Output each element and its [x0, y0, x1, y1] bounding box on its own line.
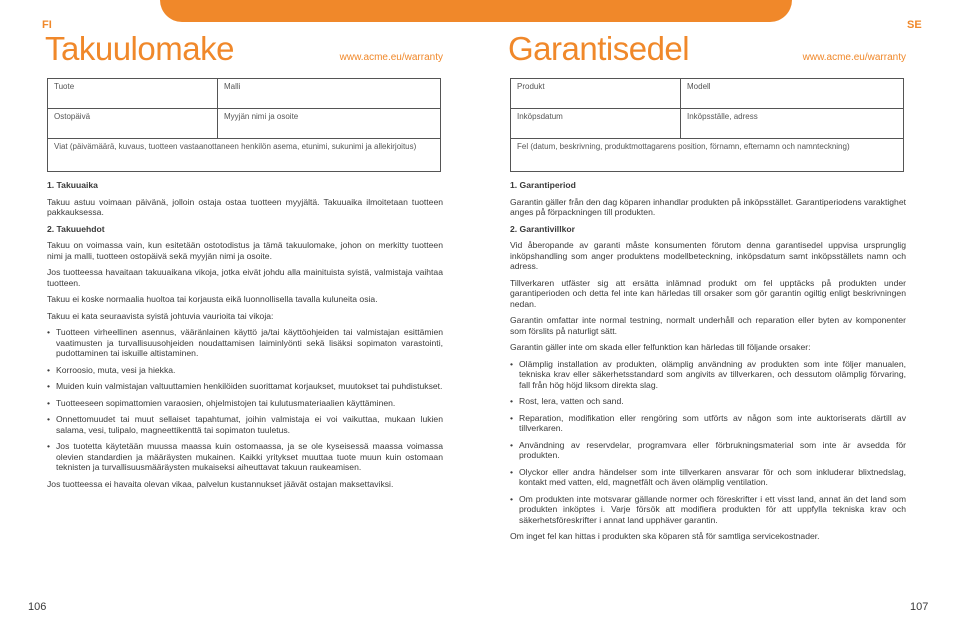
- list-item: • Onnettomuudet tai muut sellaiset tapahtumat, joihin valmistaja ei voi vaikuttaa, mukaan lukien salama, vesi, tulipalo, magneettikenttä tai sopimaton tuuletus.: [47, 414, 443, 435]
- section-heading: 1. Takuuaika: [47, 180, 98, 190]
- form-field-model[interactable]: Malli: [224, 82, 241, 91]
- list-item: • Korroosio, muta, vesi ja hiekka.: [47, 365, 443, 376]
- paragraph: Jos tuotteessa ei havaita olevan vikaa, palvelun kustannukset jäävät ostajan maksettaviksi.: [47, 478, 394, 489]
- warranty-text: [47, 180, 443, 495]
- paragraph: Garantin gäller från den dag köparen inhandlar produkten på inköpsstället. Garantiperiodens varaktighet anges på förpackningen till produkten.: [510, 196, 906, 217]
- form-field-defects[interactable]: Fel (datum, beskrivning, produktmottagarens position, förnamn, efternamn och namnteckning): [517, 142, 850, 151]
- list-item: • Reparation, modifikation eller rengöring som utförts av någon som inte auktoriserats därtill av tillverkaren.: [510, 413, 906, 434]
- page-title: Garantisedel: [508, 30, 690, 67]
- list-item: • Rost, lera, vatten och sand.: [510, 396, 906, 407]
- page-title: Takuulomake: [45, 30, 234, 67]
- paragraph: Takuu ei kata seuraavista syistä johtuvia vaurioita tai vikoja:: [47, 310, 274, 321]
- list-item: • Tuotteeseen sopimattomien varaosien, ohjelmistojen tai kulutusmateriaalien käyttäminen.: [47, 398, 443, 409]
- paragraph: Takuu ei koske normaalia huoltoa tai korjausta eikä luonnollisella tavalla kuluneita osia.: [47, 294, 378, 304]
- list-item: • Tuotteen virheellinen asennus, vääränlainen käyttö ja/tai käyttöohjeiden tai valmistajan esittämien vaatimusten ja turvallisuusohjeiden noudattamisen laiminlyönti sekä lisäksi sopimaton varastointi, pudottaminen tai iskuille altistaminen.: [47, 327, 443, 359]
- warranty-text: [510, 180, 906, 548]
- paragraph: Om inget fel kan hittas i produkten ska köparen stå för samtliga servicekostnader.: [510, 531, 820, 541]
- paragraph: Jos tuotteessa havaitaan takuuaikana vikoja, jotka eivät johdu alla mainituista syistä, valmistaja vaihtaa tuotteen.: [47, 267, 443, 288]
- paragraph: Tillverkaren utfäster sig att ersätta inlämnad produkt om fel upptäcks på produkten under garantiperioden och detta fel inte kan härledas till orsaker som gör garantin ogiltig enligt beskrivningen nedan.: [510, 277, 906, 309]
- paragraph: Takuu astuu voimaan päivänä, jolloin ostaja ostaa tuotteen myyjältä. Takuuaika ilmoitetaan tuotteen pakkauksessa.: [47, 196, 443, 217]
- page-number-right: 107: [910, 601, 929, 613]
- list-item: • Muiden kuin valmistajan valtuuttamien henkilöiden suorittamat korjaukset, muutokset tai puhdistukset.: [47, 381, 443, 392]
- form-row: [511, 79, 903, 109]
- language-label-se: SE: [907, 19, 922, 31]
- section-heading: 1. Garantiperiod: [510, 180, 576, 190]
- language-label-fi: FI: [42, 19, 52, 31]
- list-item: • Användning av reservdelar, programvara eller förbrukningsmaterial som inte är avsedda för produkten.: [510, 440, 906, 461]
- top-orange-tab: [160, 0, 792, 22]
- form-field-product[interactable]: Tuote: [48, 79, 218, 108]
- exclusion-list: [47, 327, 443, 473]
- form-field-purchase-date[interactable]: Inköpsdatum: [511, 109, 681, 138]
- warranty-form: [510, 78, 904, 172]
- exclusion-list: [510, 359, 906, 526]
- form-field-defects[interactable]: Viat (päivämäärä, kuvaus, tuotteen vastaanottaneen henkilön asema, etunimi, sukunimi ja allekirjoitus): [54, 142, 417, 151]
- list-item: • Om produkten inte motsvarar gällande normer och föreskrifter i ett visst land, annat än det land som produkten inköptes i. Varje försök att modifiera produkten för att uppfylla tekniska krav och säkerhetsföreskrifter i annat land upphäver garantin.: [510, 494, 906, 526]
- paragraph: Garantin omfattar inte normal testning, normalt underhåll och reparation eller byten av komponenter som förslits på naturligt sätt.: [510, 315, 906, 336]
- warranty-url[interactable]: www.acme.eu/warranty: [802, 52, 906, 63]
- warranty-form: [47, 78, 441, 172]
- form-field-seller[interactable]: Inköpsställe, adress: [687, 112, 758, 121]
- list-item: • Jos tuotetta käytetään muussa maassa kuin ostomaassa, ja se ole kyseisessä maassa voimassa olevien standardien ja määräysten mukainen. Kaikki yritykset muuttaa tuote muun kuin ostomaan teknisten ja turvallisuusmääräysten mukaiseksi aiheuttavat takuun raukeamisen.: [47, 441, 443, 473]
- list-item: • Olämplig installation av produkten, olämplig användning av produkten som inte följer manualen, tekniska krav eller säkerhetsstandard som angivits av tillverkaren, och dessutom olämplig förvaring, fall från hög höjd liksom direkta slag.: [510, 359, 906, 391]
- warranty-url[interactable]: www.acme.eu/warranty: [339, 52, 443, 63]
- paragraph: Garantin gäller inte om skada eller felfunktion kan härledas till följande orsaker:: [510, 342, 811, 352]
- form-field-model[interactable]: Modell: [687, 82, 711, 91]
- form-row: [48, 79, 440, 109]
- paragraph: Takuu on voimassa vain, kun esitetään ostotodistus ja tämä takuulomake, johon on merkitty tuotteen nimi ja malli, tuotteen ostopäivä sekä myyjän nimi ja osoite.: [47, 240, 443, 261]
- page-number-left: 106: [28, 601, 47, 613]
- form-field-product[interactable]: Produkt: [511, 79, 681, 108]
- form-row: [48, 109, 440, 139]
- form-row: [511, 109, 903, 139]
- form-field-seller[interactable]: Myyjän nimi ja osoite: [224, 112, 299, 121]
- list-item: • Olyckor eller andra händelser som inte tillverkaren ansvarar för och som inkluderar blixtnedslag, kontakt med vatten, eld, magnetfält och även olämplig ventilation.: [510, 467, 906, 488]
- section-heading: 2. Takuuehdot: [47, 223, 105, 234]
- form-field-purchase-date[interactable]: Ostopäivä: [48, 109, 218, 138]
- section-heading: 2. Garantivillkor: [510, 223, 575, 234]
- paragraph: Vid åberopande av garanti måste konsumenten förutom denna garantisedel uppvisa ursprunglig inköpshandling som anger produktens modellbeteckning, inköpsdatum samt inköpsställets namn och adress.: [510, 240, 906, 271]
